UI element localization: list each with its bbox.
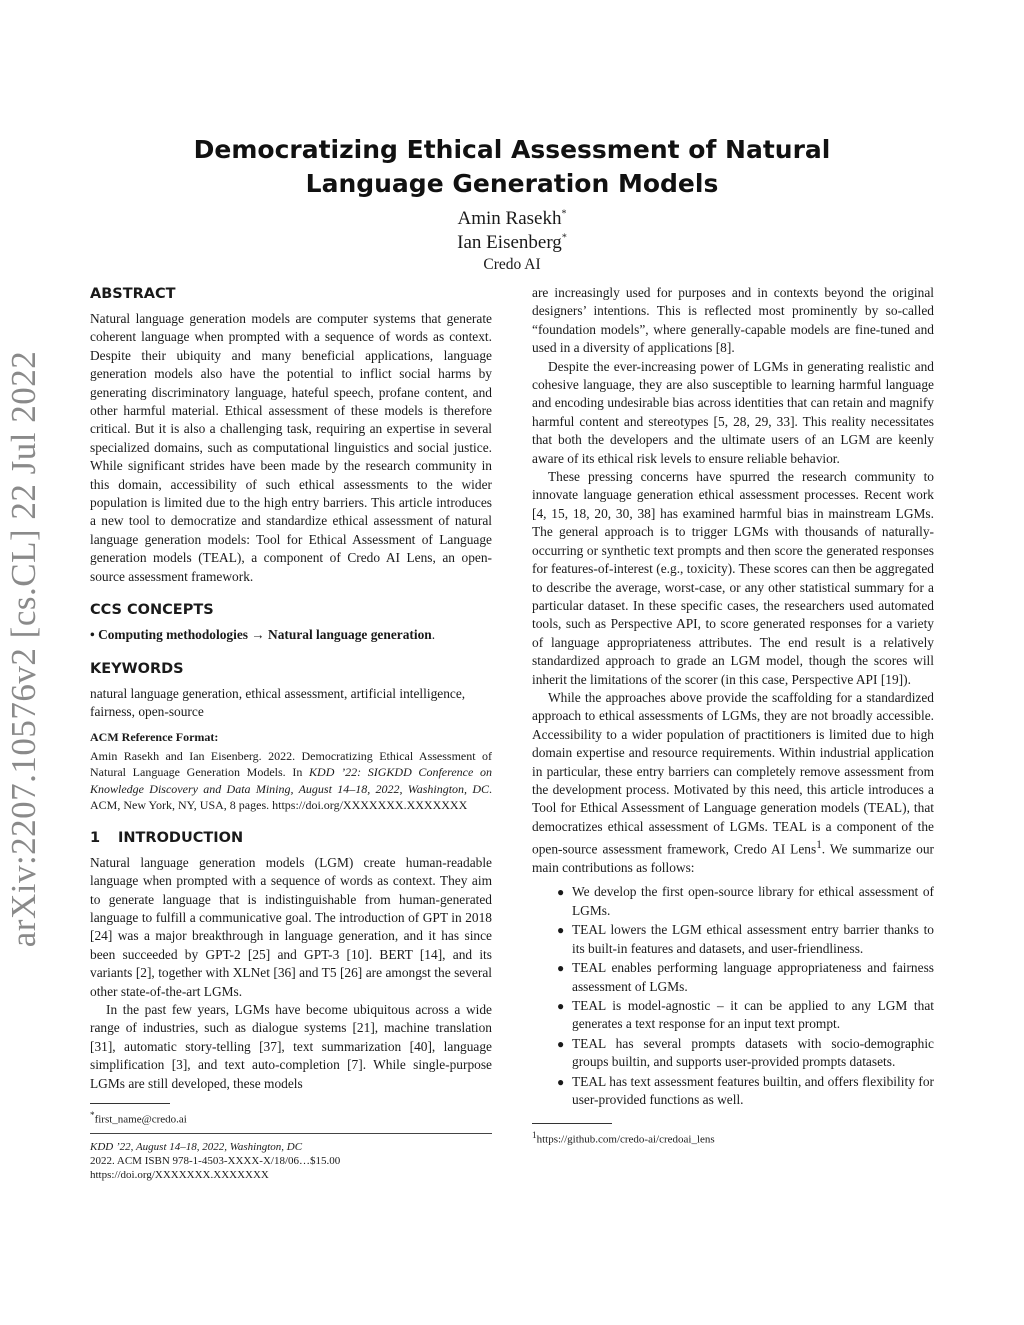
ccs-bullet: • (90, 627, 95, 643)
left-column (90, 284, 492, 1182)
abstract-text: Natural language generation models are computer systems that generate coherent language when prompted with a sequence of words as context. Despite their ubiquity and many beneficial applications, language generation models also have the potential to inflict social harms by generating discriminatory language, hateful speech, profane content, and other harmful material. Ethical assessment of these models is therefore critical. But it is also a challenging task, requiring an expertise in several specialized domains, such as computational linguistics and social justice. While significant strides have been made by the research community in this domain, accessibility of such ethical assessments to the wider population is limited due to the high entry barriers. This article introduces a new tool to democratize and standardize ethical assessment of natural language generation models: Tool for Ethical Assessment of Language generation models (TEAL), a component of Credo AI Lens, an open-source assessment framework. (90, 311, 492, 584)
author-footnote (90, 1108, 492, 1127)
acm-ref-before: Amin Rasekh and Ian Eisenberg. 2022. Democratizing Ethical Assessment of Natural Language Generation Models. In (90, 748, 492, 780)
author-1-mark: * (561, 208, 567, 220)
intro-number: 1 (90, 829, 101, 846)
github-footnote[interactable] (532, 1128, 934, 1147)
author-1-name: Amin Rasekh (457, 208, 562, 229)
doi-footnote[interactable]: https://doi.org/XXXXXXX.XXXXXXX (90, 1168, 269, 1181)
ccs-end: . (431, 627, 436, 643)
ccs-heading: CCS CONCEPTS (90, 602, 214, 619)
bullet-icon: ● (557, 998, 565, 1013)
acm-ref-after: . ACM, New York, NY, USA, 8 pages. https://doi.org/XXXXXXX.XXXXXXX (90, 781, 492, 813)
bullet-icon: ● (557, 961, 565, 976)
acm-ref-text (90, 748, 492, 814)
contribution-item: ● TEAL is model-agnostic – it can be applied to any LGM that generates a text response for an input text prompt. (557, 997, 934, 1032)
author-2-name: Ian Eisenberg (457, 232, 562, 253)
acm-ref-heading: ACM Reference Format: (90, 730, 219, 745)
intro-paragraph-1: Natural language generation models (LGM) create human-readable language when prompted with a sequence of words as context. They aim to generate language that is indistinguishable from human-generated language to fulfill a communicative goal. The introduction of GPT in 2018 [24] was a major breakthrough in language generation, and it has since been succeeded by GPT-2 [25] and GPT-3 [10]. BERT [14], and its variants [2], together with XLNet [36] and T5 [26] are amongst the several other state-of-the-art LGMs. (90, 854, 492, 999)
bullet-icon: ● (557, 923, 565, 938)
venue-footnote: KDD ’22, August 14–18, 2022, Washington, DC (90, 1140, 303, 1153)
isbn-footnote: 2022. ACM ISBN 978-1-4503-XXXX-X/18/06…$15.00 (90, 1154, 341, 1167)
right-paragraph-1: are increasingly used for purposes and in contexts beyond the original designers’ intentions. This is reflected most prominently by so-called “foundation models”, where generally-capable models are fine-tuned and used in a diversity of applications [8]. (532, 285, 934, 356)
author-footnote-email: first_name@credo.ai (94, 1113, 187, 1126)
contribution-item: ● TEAL has text assessment features builtin, and offers flexibility for user-provided functions as well. (557, 1073, 934, 1107)
contribution-item: ● We develop the first open-source library for ethical assessment of LGMs. (557, 884, 934, 918)
bullet-icon: ● (557, 1036, 565, 1051)
intro-paragraph-2: In the past few years, LGMs have become ubiquitous across a wide range of industries, such as dialogue systems [21], machine translation [31], automatic story-telling [37], text summarization [40], language simplification [3], and text auto-completion [7]. While single-purpose LGMs are still developed, these models (90, 1002, 492, 1091)
right-paragraph-2: Despite the ever-increasing power of LGMs in generating realistic and cohesive language, they are also susceptible to learning harmful language and encoding undesirable bias across identities that can retain and magnify harmful content and stereotypes [5, 28, 29, 33]. This reality necessitates that both the developers and the ultimate users of an LGM are keenly aware of its ethical risk levels to ensure reliable behavior. (532, 358, 934, 466)
ccs-concepts (90, 626, 492, 644)
acm-ref-venue: KDD ’22: SIGKDD Conference on Knowledge Discovery and Data Mining, August 14–18, 2022, Washington, DC (90, 765, 492, 796)
contribution-item: ● TEAL lowers the LGM ethical assessment entry barrier thanks to its built-in features and datasets, and user-friendliness. (557, 922, 934, 956)
author-2 (312, 232, 712, 254)
contributions-list (532, 883, 934, 1109)
keywords-heading: KEYWORDS (90, 660, 184, 677)
author-footnote-mark: * (90, 1110, 95, 1121)
intro-heading (90, 828, 492, 848)
right-paragraph-4-end: . We summarize our main contributions as follows: (532, 841, 934, 876)
abstract-heading: ABSTRACT (90, 286, 176, 302)
contribution-item: ● TEAL has several prompts datasets with socio-demographic groups builtin, and supports user-provided prompts datasets. (557, 1035, 934, 1070)
author-2-mark: * (561, 232, 567, 244)
copyright-rule (90, 1133, 492, 1134)
keywords-text: natural language generation, ethical assessment, artificial intelligence, fairness, open-source (90, 685, 466, 719)
right-paragraph-3: These pressing concerns have spurred the research community to innovate language generation ethical assessment processes. Recent work [4, 15, 18, 20, 30, 38] has examined harmful bias in mainstream LGMs. The general approach is to trigger LGMs with thousands of naturally-occurring or synthetic text prompts and then score the generated responses for features-of-interest (e.g., toxicity). These scores can then be aggregated to describe the average, worst-case, or any other statistical summary for a particular dataset. In these specific cases, the researchers used automated tools, such as Perspective API, to score generated responses for a variety of language appropriateness attributes. The end result is a relatively standardized approach to grade an LGM model, though the scores will inherit the limitations of the scorer (in this case, Perspective API [19]). (532, 469, 934, 687)
author-1 (312, 208, 712, 230)
bullet-icon: ● (557, 1074, 565, 1089)
github-footnote-mark: 1 (532, 1130, 537, 1141)
right-footnote-rule (532, 1123, 612, 1124)
github-footnote-url[interactable]: https://github.com/credo-ai/credoai_lens (536, 1134, 715, 1146)
right-paragraph-4 (532, 689, 934, 878)
right-column (532, 284, 934, 1147)
contribution-item: ● TEAL enables performing language appropriateness and fairness assessment of LGMs. (557, 960, 934, 994)
intro-title: INTRODUCTION (118, 829, 244, 846)
paper-title: Democratizing Ethical Assessment of Natural Language Generation Models (193, 135, 831, 198)
right-paragraph-4-text: While the approaches above provide the scaffolding for a standardized approach to ethical assessments of LGMs, they are not broadly accessible. Accessibility to a wider population of practitioners is limited due to high domain expertise and resource requirements. Within industrial application in particular, these entry barriers can completely remove assessment from the development process. Motivated by this need, this article introduces a Tool for Ethical Assessment of Language generation models (TEAL), that democratizes ethical assessment of LGMs. TEAL is a component of the open-source assessment framework, Credo AI Lens (532, 689, 934, 857)
bullet-icon: ● (557, 885, 565, 900)
ccs-text: Computing methodologies → Natural language generation (98, 627, 432, 643)
affiliation: Credo AI (483, 256, 541, 273)
arxiv-identifier-stamp: arXiv:2207.10576v2 [cs.CL] 22 Jul 2022 (4, 350, 43, 948)
right-paragraph-4-footnote-mark[interactable]: 1 (816, 839, 822, 852)
footnote-rule (90, 1103, 170, 1104)
